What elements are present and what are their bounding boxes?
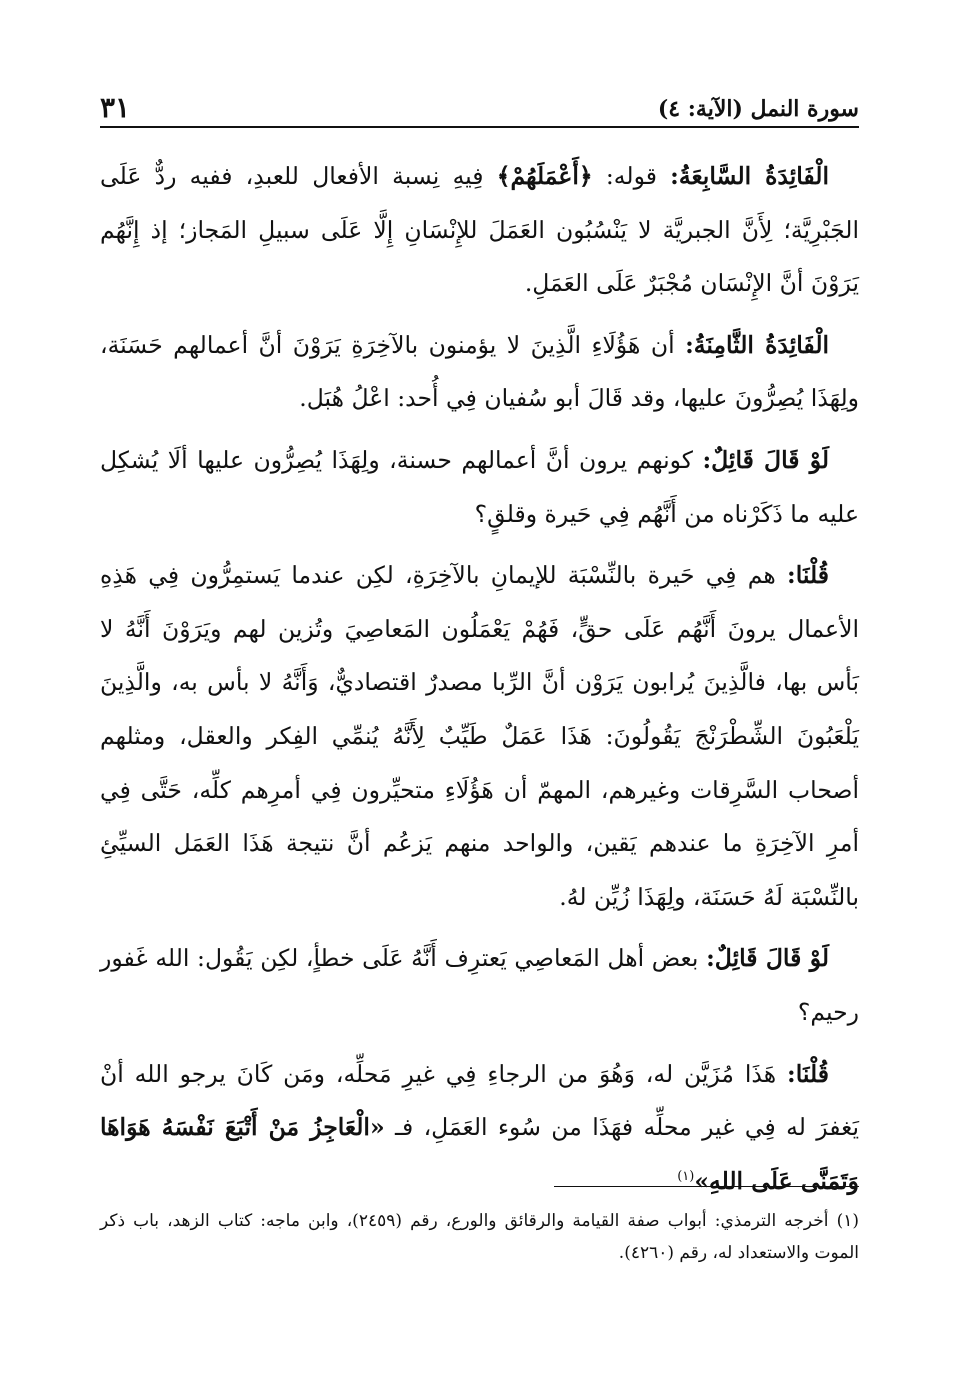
paragraph-benefit-7 [100,150,859,311]
surah-title: سورة النمل (الآية: ٤) [657,96,859,122]
hadith-quote: «الْعَاجِزُ مَنْ أَتْبَعَ نَفْسَهُ هَوَاهَا وَتَمَنَّى عَلَى اللهِ» [100,1113,859,1195]
page-body [100,150,859,1216]
paragraph-text: كونهم يرون أنَّ أعمالهم حسنة، ولِهَذَا يُصِرُّون عليها ألَا يُشكِل عليه ما ذَكَرْناه من أَنَّهُم فِي حَيرة وقلقٍ؟ [100,445,859,528]
paragraph-text: هم فِي حَيرة بالنِّسْبَة للإيمانِ بالآخِرَةِ، لكِن عندما يَستمِرُّون فِي هَذِهِ الأعمال يرونَ أَنَّهُم عَلَى حقٍّ، فَهُمْ يَعْمَلُون المَعاصِيَ وتُزين لهم ويَرَوْنَ أَنَّهُ لا بَأس بها، فالَّذِينَ يُرابون يَرَوْن أنَّ الرِّبا مصدرٌ اقتصاديٌّ، وَأَنَّهُ لا بأس به، والَّذِينَ يَلْعَبُونَ الشِّطْرَنْجَ يَقُولُونَ: هَذَا عَمَلٌ طَيِّبٌ لِأَنَّهُ يُنمِّي الفِكر والعقل، ومثلهم أصحاب السَّرِقات وغيرهم، المهمّ أن هَؤُلَاءِ متحيِّرون فِي أمرِهم كلِّه، حَتَّى فِي أمرِ الآخِرَةِ ما عندهم يَقين، والواحد منهم يَزعُم أنَّ نتيجة هَذَا العَمَل السيِّئِ بالنِّسْبَة لَهُ حَسَنَة، ولِهَذَا زُيِّن لهُ. [100,561,859,911]
paragraph-text: بعض أهل المَعاصِي يَعترِف أَنَّهُ عَلَى خطأٍ، لكِن يَقُول: الله غَفور رحيم؟ [100,944,859,1026]
page-number: ٣١ [100,91,131,124]
paragraph-heading: الْفَائِدَةُ السَّابِعَةُ: [670,162,829,190]
paragraph-heading: لَوْ قَالَ قَائِلٌ: [702,445,829,474]
footnote: (١) أخرجه الترمذي: أبواب صفة القيامة والرقائق والورع، رقم (٢٤٥٩)، وابن ماجه: كتاب الزهد، باب ذكر الموت والاستعداد له، رقم (٤٢٦٠). [100,1211,859,1263]
footnote-divider [554,1186,859,1187]
paragraph-text: هَذَا مُزَيَّن له، وَهُوَ من الرجاءِ فِي غيرِ مَحلِّه، ومَن كَانَ يرجو الله أنْ يَغفرَ له فِي غير محلِّه فهَذَا من سُوء العَمَلِ، فـ [100,1059,859,1142]
paragraph-heading: قُلْنَا: [787,561,829,590]
paragraph-text: قوله: [592,162,671,190]
paragraph-text: أن هَؤُلَاءِ الَّذِينَ لا يؤمنون بالآخِرَةِ يَرَوْنَ أنَّ أعمالهم حَسَنَة، ولِهَذَا يُصِرُّونَ عليها، وقد قَالَ أبو سُفيان فِي أُحد: اعْلُ هُبَل. [100,330,859,413]
paragraph-answer-1 [100,549,859,924]
paragraph-answer-2 [100,1048,859,1209]
footnote-reference[interactable]: (١) [677,1168,695,1184]
paragraph-heading: لَوْ قَالَ قَائِلٌ: [706,944,829,973]
paragraph-heading: قُلْنَا: [787,1059,829,1088]
paragraph-objection-1 [100,434,859,541]
paragraph-heading: الْفَائِدَةُ الثَّامِنَةُ: [685,330,830,359]
paragraph-objection-2 [100,932,859,1039]
quran-quote: ﴿أَعْمَلَهُمْ﴾ [496,162,593,190]
paragraph-benefit-8 [100,319,859,426]
page-header [100,86,859,128]
paragraph-text: فِيهِ نِسبة الأفعال للعبدِ، ففيه ردٌّ عَلَى الجَبْرِيَّة؛ لِأَنَّ الجبريَّة لا يَنْسُبُون العَمَلَ للإِنْسَانِ إِلَّا عَلَى سبيلِ المَجاز؛ إذ إِنَّهُم يَرَوْنَ أنَّ الإِنْسَان مُجْبَرٌ عَلَى العَمَلِ. [100,162,859,298]
